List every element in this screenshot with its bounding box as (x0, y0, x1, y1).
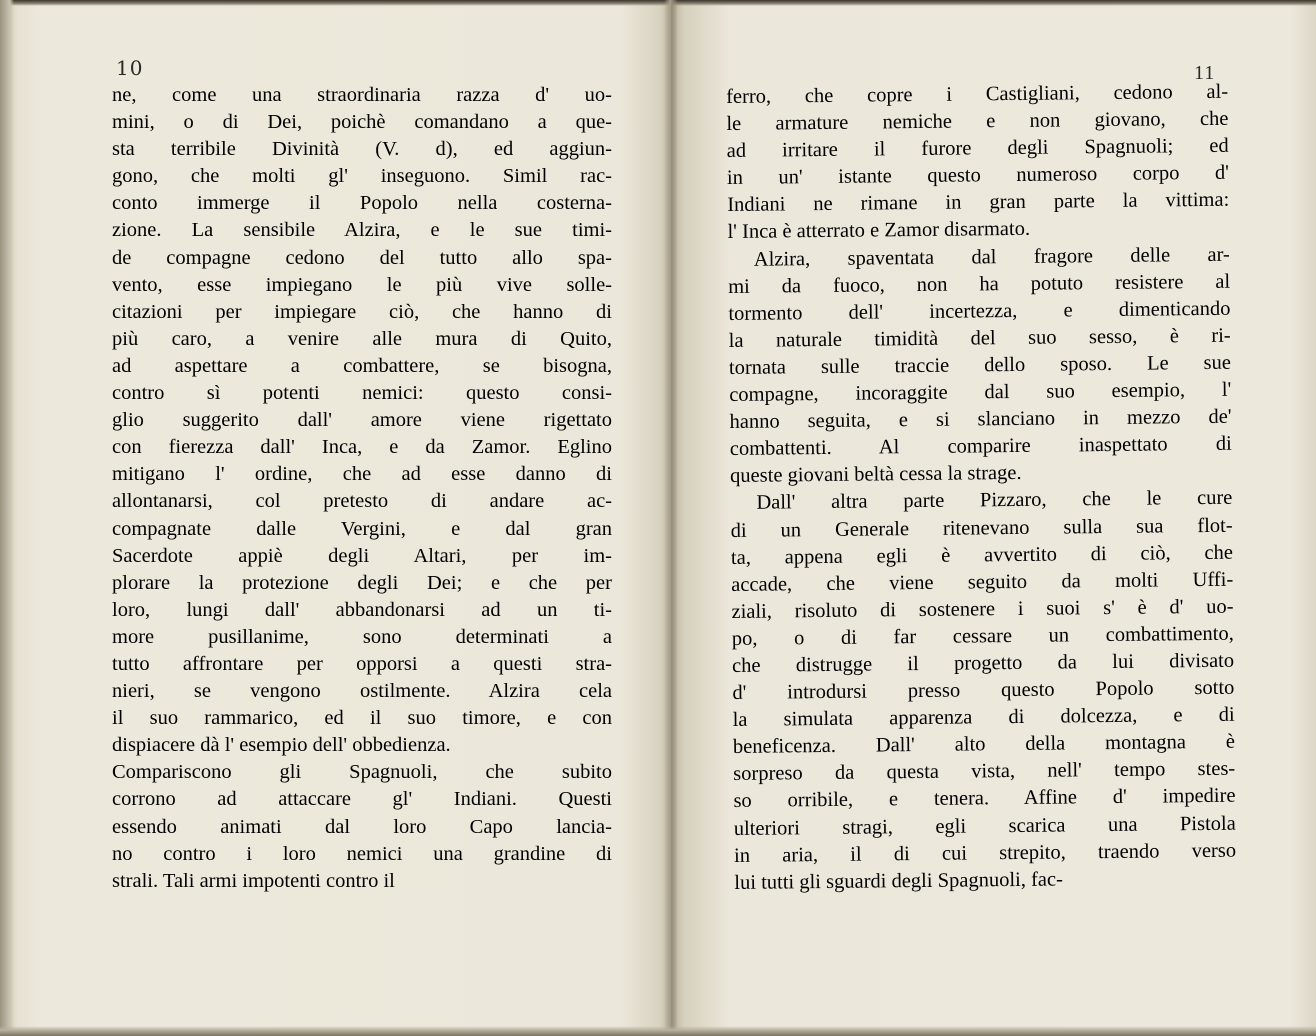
right-page-text (726, 79, 1236, 897)
text-line: la simulata apparenza di dolcezza, e di (732, 703, 1235, 732)
text-line: in un' istante questo numeroso corpo d' (726, 162, 1230, 190)
text-line: tornata sulle traccie dello sposo. Le sue (728, 351, 1232, 379)
text-line: più caro, a venire alle mura di Quito, (112, 327, 612, 350)
text-line: hanno seguita, e si slanciano in mezzo de' (729, 405, 1232, 434)
text-line: glio suggerito dall' amore viene rigettato (112, 409, 612, 432)
text-line: allontanarsi, col pretesto di andare ac- (112, 490, 612, 513)
text-line: Sacerdote appiè degli Altari, per im- (112, 544, 612, 567)
text-line: mitigano l' ordine, che ad esse danno di (112, 463, 612, 486)
text-line: tutto affrontare per opporsi a questi stra- (112, 652, 612, 675)
text-line: beneficenza. Dall' alto della montagna è (732, 730, 1236, 759)
left-page-number: 10 (116, 56, 144, 80)
text-line: nieri, se vengono ostilmente. Alzira cela (112, 680, 612, 703)
text-line: contro sì potenti nemici: questo consi- (112, 382, 612, 405)
text-line: so orribile, e tenera. Affine d' impedire (733, 785, 1236, 813)
text-line: citazioni per impiegare ciò, che hanno di (112, 300, 612, 323)
left-page-text (112, 82, 612, 895)
text-line: loro, lungi dall' abbandonarsi ad un ti- (112, 598, 612, 621)
text-line: di un Generale ritenevano sulla sua flot- (730, 514, 1233, 542)
text-line: conto immerge il Popolo nella costerna- (112, 192, 612, 215)
text-line: Alzira, spaventata dal fragore delle ar- (753, 243, 1230, 271)
text-line: sorpreso da questa vista, nell' tempo stes- (733, 758, 1236, 786)
text-line: ne, come una straordinaria razza d' uo- (112, 84, 612, 106)
text-line: zione. La sensibile Alzira, e le sue timi- (112, 219, 612, 242)
text-line: combattenti. Al comparire inaspettato di (729, 432, 1232, 461)
text-line: no contro i loro nemici una grandine di (112, 842, 612, 865)
text-line: more pusillanime, sono determinati a (112, 625, 612, 648)
text-line: dispiacere dà l' esempio dell' obbedienza. (112, 734, 451, 757)
text-line: il suo rammarico, ed il suo timore, e con (112, 707, 612, 730)
text-line: tormento dell' incertezza, e dimenticando (728, 297, 1231, 325)
text-line: mi da fuoco, non ha potuto resistere al (728, 270, 1231, 298)
text-line: essendo animati dal loro Capo lancia- (112, 815, 612, 838)
text-line: compagnate dalle Vergini, e dal gran (112, 517, 612, 540)
text-line: che distrugge il progetto da lui divisato (731, 649, 1235, 677)
text-line: gono, che molti gl' inseguono. Simil rac- (112, 165, 612, 188)
text-line: de compagne cedono del tutto allo spa- (112, 246, 612, 269)
text-line: po, o di far cessare un combattimento, (731, 622, 1234, 650)
text-line: Indiani ne rimane in gran parte la vittima: (727, 189, 1230, 217)
text-line: compagne, incoraggite dal suo esempio, l' (729, 378, 1232, 407)
text-line: accade, che viene seguito da molti Uffi- (731, 568, 1234, 596)
text-line: Dall' altra parte Pizzaro, che le cure (756, 487, 1233, 515)
text-line: Compariscono gli Spagnuoli, che subito (112, 761, 612, 784)
text-line: ferro, che copre i Castigliani, cedono al- (726, 80, 1229, 108)
text-line: strali. Tali armi impotenti contro il (112, 869, 395, 892)
text-line: plorare la protezione degli Dei; e che per (112, 571, 612, 594)
text-line: con fierezza dall' Inca, e da Zamor. Eglino (112, 436, 612, 459)
text-line: lui tutti gli sguardi degli Spagnuoli, fac- (734, 868, 1063, 894)
text-line: ta, appena egli è avvertito di ciò, che (730, 541, 1234, 569)
text-line: ad aspettare a combattere, se bisogna, (112, 354, 612, 377)
text-line: d' introdursi presso questo Popolo sotto (732, 676, 1235, 705)
text-line: la naturale timidità del suo sesso, è ri- (728, 324, 1231, 352)
text-line: mini, o di Dei, poichè comandano a que- (112, 111, 612, 134)
text-line: sta terribile Divinità (V. d), ed aggiun- (112, 138, 612, 161)
text-line: ad irritare il furore degli Spagnuoli; ed (726, 134, 1229, 163)
text-line: vento, esse impiegano le più vive solle- (112, 273, 612, 296)
text-line: ulteriori stragi, egli scarica una Pistola (733, 812, 1236, 840)
text-line: l' Inca è atterrato e Zamor disarmato. (727, 218, 1031, 244)
text-line: le armature nemiche e non giovano, che (726, 107, 1229, 136)
text-line: queste giovani beltà cessa la strage. (729, 462, 1022, 488)
right-page-number: 11 (1194, 62, 1216, 84)
text-line: corrono ad attaccare gl' Indiani. Questi (112, 788, 612, 811)
text-line: ziali, risoluto di sostenere i suoi s' è d' uo- (731, 595, 1234, 623)
text-line: in aria, il di cui strepito, traendo verso (733, 839, 1237, 867)
book-gutter (664, 0, 678, 1036)
